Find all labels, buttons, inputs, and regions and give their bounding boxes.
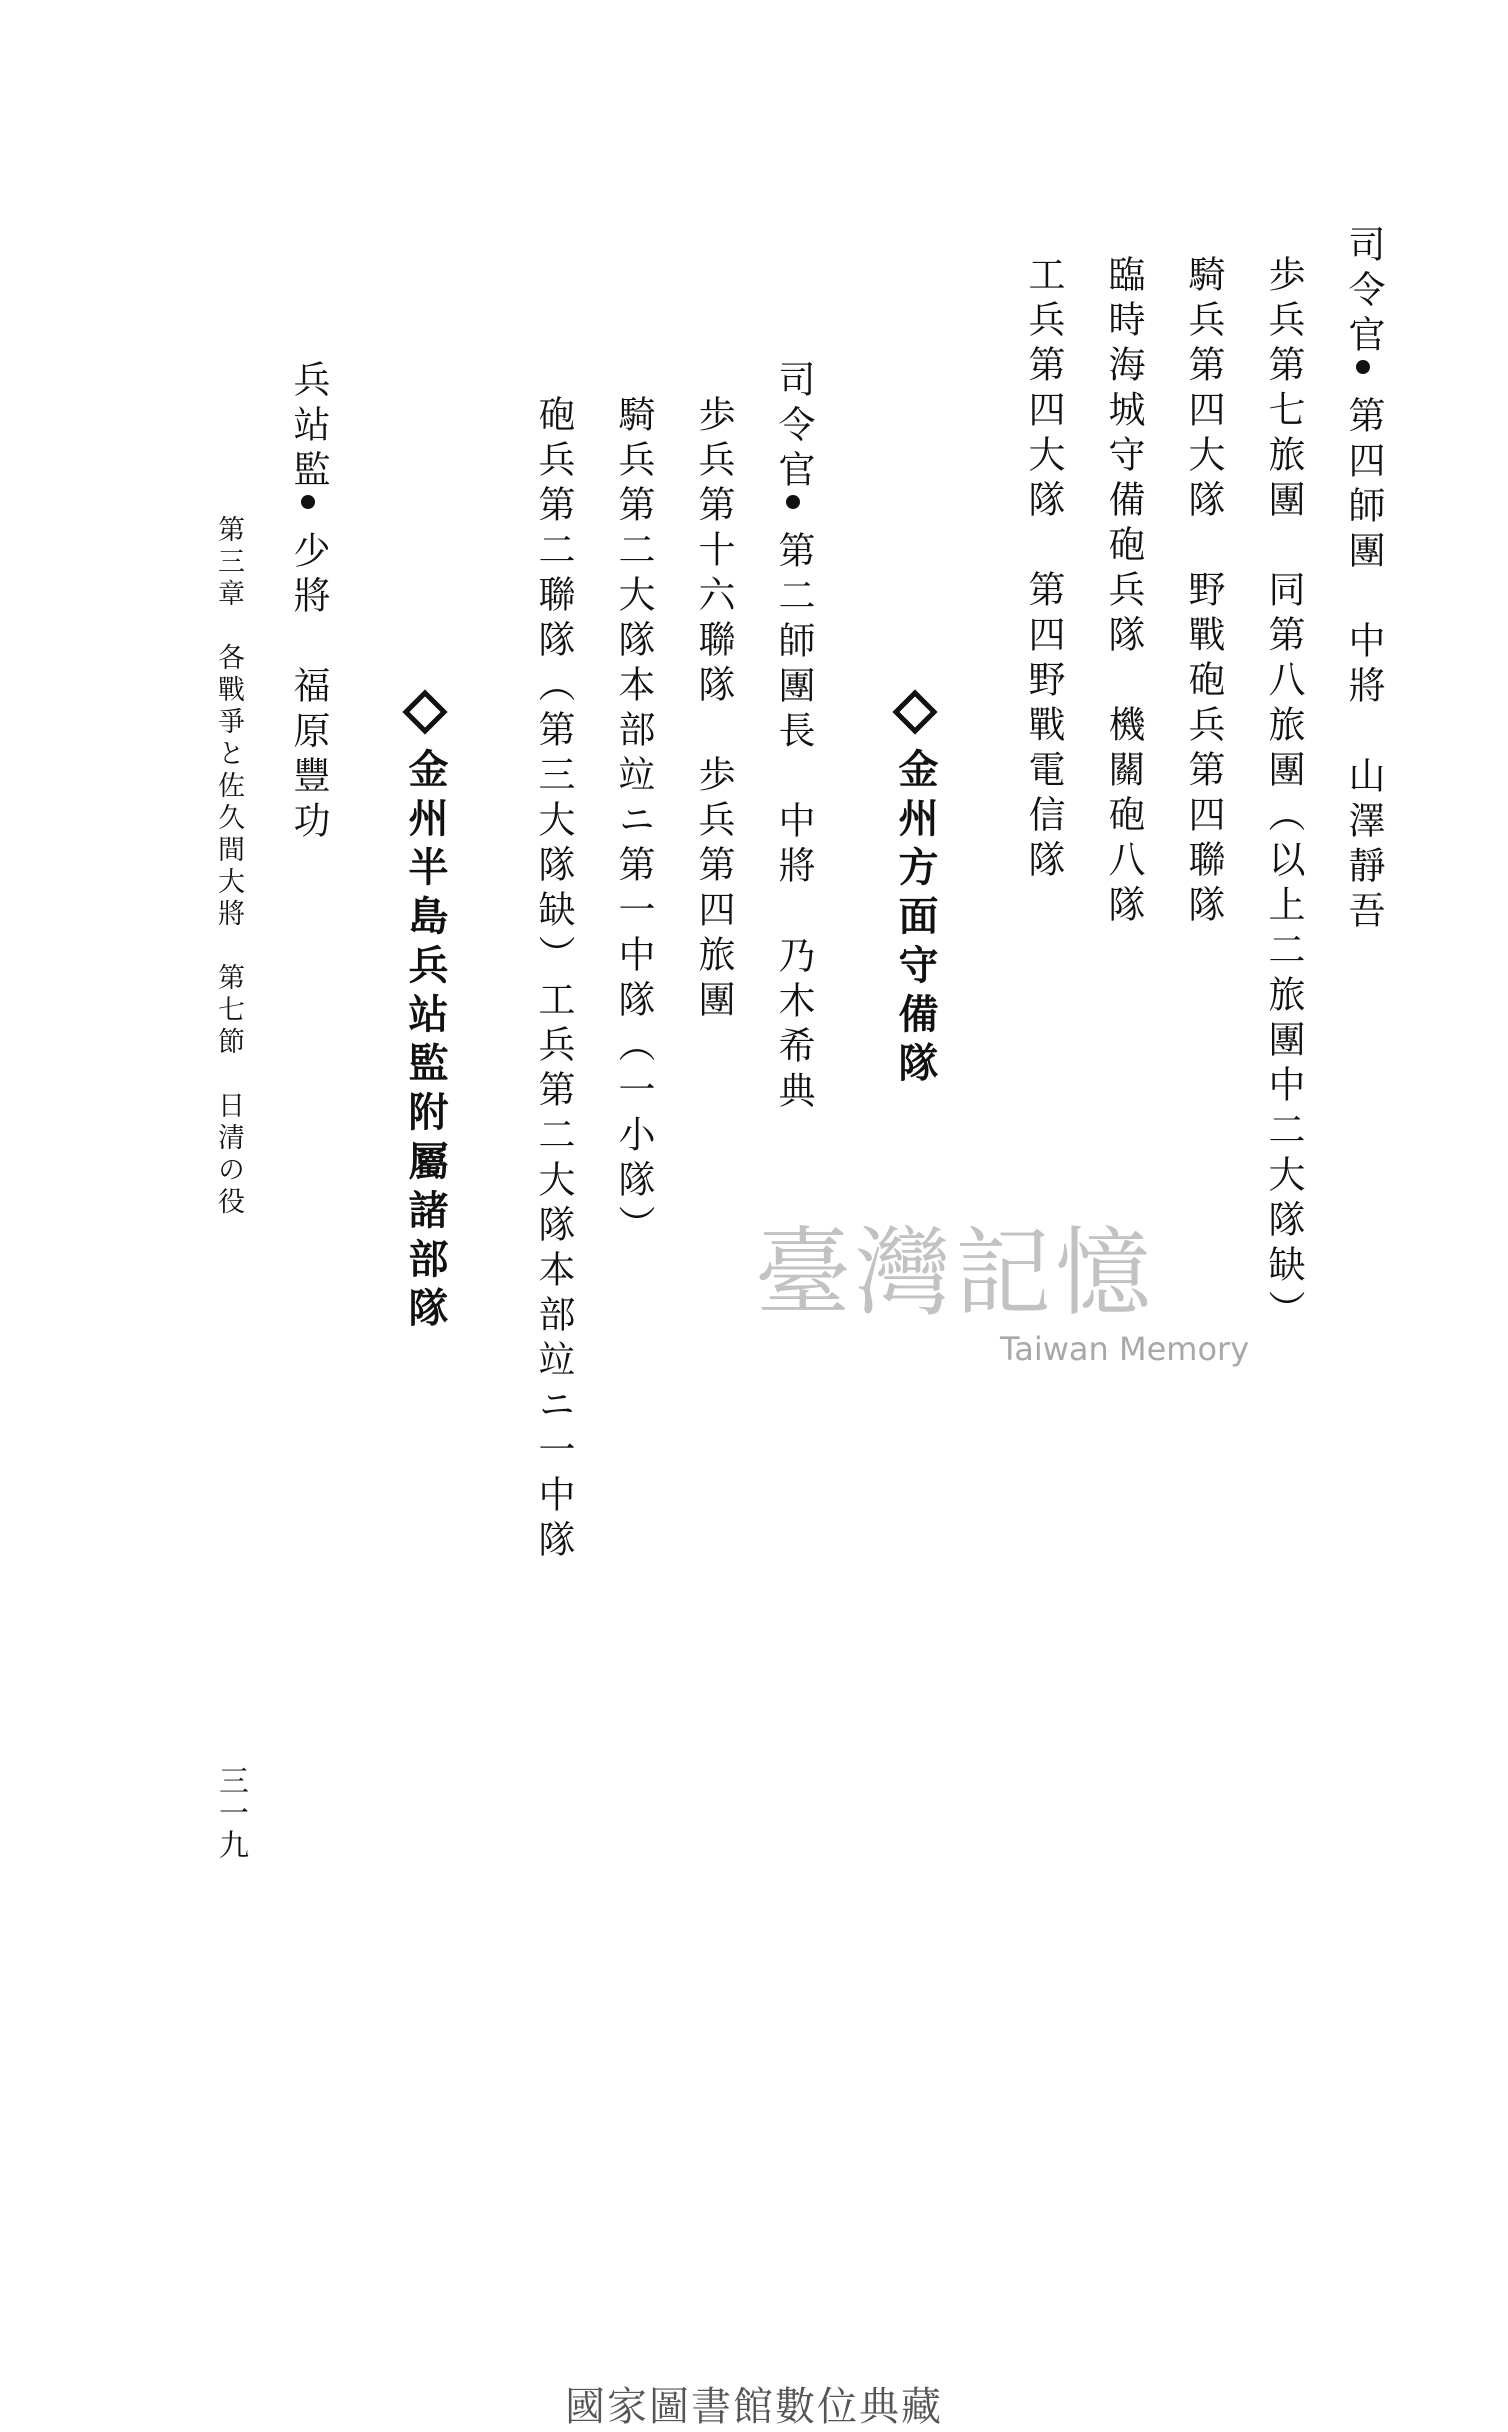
entry-text: 臨時海城守備砲兵隊 機關砲八隊 xyxy=(1102,255,1145,930)
text-column-12 xyxy=(287,360,330,846)
page-number xyxy=(213,1765,248,1861)
running-head xyxy=(215,515,242,1219)
text-column-5 xyxy=(1022,255,1065,885)
entry-text: 歩兵第十六聯隊 歩兵第四旅團 xyxy=(692,395,735,1025)
page-number-text: 三一九 xyxy=(213,1765,248,1861)
entry-text: 砲兵第二聯隊（第三大隊缺）工兵第二大隊本部竝ニ一中隊 xyxy=(532,395,575,1565)
section-heading-supply-units xyxy=(402,690,448,1336)
text-column-2 xyxy=(1262,255,1305,1335)
text-column-1 xyxy=(1342,225,1385,936)
library-collection-mark: 國家圖書館數位典藏 xyxy=(565,2384,943,2430)
text-column-7 xyxy=(772,360,815,1116)
text-column-4 xyxy=(1102,255,1145,930)
diamond-icon xyxy=(892,689,937,734)
diamond-icon xyxy=(402,689,447,734)
heading-text: 金州半島兵站監附屬諸部隊 xyxy=(402,748,448,1336)
text-column-9 xyxy=(612,395,655,1250)
taiwan-memory-watermark xyxy=(755,1217,1275,1385)
entry-text: 騎兵第二大隊本部竝ニ第一中隊（一小隊） xyxy=(612,395,655,1250)
text-column-8 xyxy=(692,395,735,1025)
entry-text: 少將 福原豐功 xyxy=(287,531,330,846)
emphasis-dot-icon xyxy=(786,495,800,509)
heading-text: 金州方面守備隊 xyxy=(892,748,938,1091)
emphasis-dot-icon xyxy=(1356,360,1370,374)
entry-text: 歩兵第七旅團 同第八旅團（以上二旅團中二大隊缺） xyxy=(1262,255,1305,1335)
role-label: 司令官 xyxy=(1342,225,1385,360)
text-column-10 xyxy=(532,395,575,1565)
entry-text: 騎兵第四大隊 野戰砲兵第四聯隊 xyxy=(1182,255,1225,930)
role-label: 司令官 xyxy=(772,360,815,495)
role-label: 兵站監 xyxy=(287,360,330,495)
entry-text: 第四師團 中將 山澤靜吾 xyxy=(1342,396,1385,936)
text-column-3 xyxy=(1182,255,1225,930)
watermark-english: Taiwan Memory xyxy=(1000,1330,1250,1368)
watermark-chinese: 臺灣記憶 xyxy=(755,1217,1155,1329)
section-heading-kinshu-defense xyxy=(892,690,938,1091)
emphasis-dot-icon xyxy=(301,495,315,509)
entry-text: 工兵第四大隊 第四野戰電信隊 xyxy=(1022,255,1065,885)
entry-text: 第二師團長 中將 乃木希典 xyxy=(772,531,815,1116)
running-head-text: 第三章 各戰爭と佐久間大將 第七節 日清の役 xyxy=(213,515,244,1219)
